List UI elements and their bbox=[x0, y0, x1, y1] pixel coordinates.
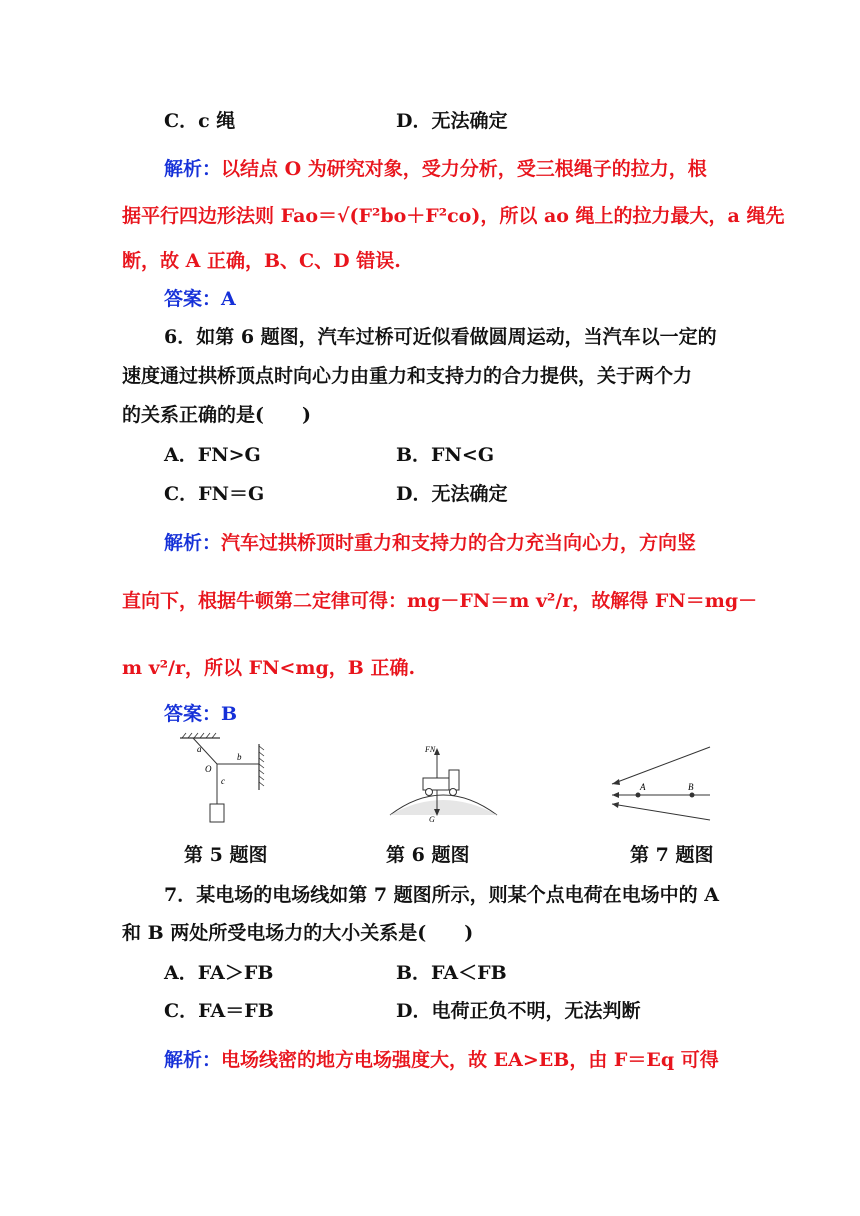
q6-option-d: D．无法确定 bbox=[396, 483, 508, 505]
fig6-label-fn: FN bbox=[425, 745, 436, 754]
q5-analysis-line-3: 断，故 A 正确，B、C、D 错误. bbox=[122, 250, 401, 272]
q7-option-a: A．FA＞FB bbox=[164, 962, 274, 984]
analysis-label: 解析： bbox=[164, 158, 222, 180]
q6-analysis-line-3: m v²/r，所以 FN<mg，B 正确. bbox=[122, 657, 416, 679]
analysis-label: 解析： bbox=[164, 532, 222, 554]
fig7-label-b: B bbox=[688, 782, 694, 792]
q7-option-c: C．FA＝FB bbox=[164, 1000, 274, 1022]
fig5-label-a: a bbox=[197, 744, 202, 754]
q6-option-a: A．FN>G bbox=[164, 444, 261, 466]
q5-answer: 答案：A bbox=[164, 288, 236, 310]
fig6-label-g: G bbox=[429, 815, 435, 824]
q7-option-b: B．FA＜FB bbox=[396, 962, 507, 984]
figure-7-diagram bbox=[600, 742, 720, 824]
q6-answer: 答案：B bbox=[164, 703, 238, 725]
q6-option-c: C．FN＝G bbox=[164, 483, 265, 505]
q7-analysis-line-1 bbox=[164, 1045, 719, 1072]
figure-6-diagram bbox=[385, 740, 505, 830]
q7-stem-line-1: 7．某电场的电场线如第 7 题图所示，则某个点电荷在电场中的 A bbox=[164, 884, 720, 906]
figure-6-caption: 第 6 题图 bbox=[386, 844, 470, 866]
figure-5-caption: 第 5 题图 bbox=[184, 844, 268, 866]
q6-stem-line-3: 的关系正确的是( ) bbox=[122, 404, 311, 426]
fig7-label-a: A bbox=[640, 782, 646, 792]
figure-7-caption: 第 7 题图 bbox=[630, 844, 714, 866]
analysis-text: 以结点 O 为研究对象，受力分析，受三根绳子的拉力，根 bbox=[221, 158, 707, 180]
q7-option-d: D．电荷正负不明，无法判断 bbox=[396, 1000, 641, 1022]
q6-analysis-line-1 bbox=[164, 528, 696, 555]
q6-option-b: B．FN<G bbox=[396, 444, 495, 466]
q7-stem-line-2: 和 B 两处所受电场力的大小关系是( ) bbox=[122, 922, 474, 944]
fig5-label-b: b bbox=[237, 752, 242, 762]
q6-stem-line-2: 速度通过拱桥顶点时向心力由重力和支持力的合力提供，关于两个力 bbox=[122, 365, 693, 387]
analysis-text: 电场线密的地方电场强度大，故 EA>EB，由 F＝Eq 可得 bbox=[221, 1049, 719, 1071]
q6-stem-line-1: 6．如第 6 题图，汽车过桥可近似看做圆周运动，当汽车以一定的 bbox=[164, 326, 717, 348]
q5-option-d: D．无法确定 bbox=[396, 110, 508, 132]
q5-analysis-line-1 bbox=[164, 154, 707, 181]
q5-option-c: C．c 绳 bbox=[164, 110, 236, 132]
fig5-label-o: O bbox=[205, 764, 212, 774]
analysis-label: 解析： bbox=[164, 1049, 222, 1071]
figure-5-diagram bbox=[175, 732, 275, 827]
q6-analysis-line-2: 直向下，根据牛顿第二定律可得：mg－FN＝m v²/r，故解得 FN＝mg－ bbox=[122, 590, 758, 612]
analysis-text: 汽车过拱桥顶时重力和支持力的合力充当向心力，方向竖 bbox=[221, 532, 697, 554]
q5-analysis-line-2: 据平行四边形法则 Fao＝√(F²bo＋F²co)，所以 ao 绳上的拉力最大，a 绳先 bbox=[122, 205, 785, 227]
fig5-label-c: c bbox=[221, 776, 225, 786]
